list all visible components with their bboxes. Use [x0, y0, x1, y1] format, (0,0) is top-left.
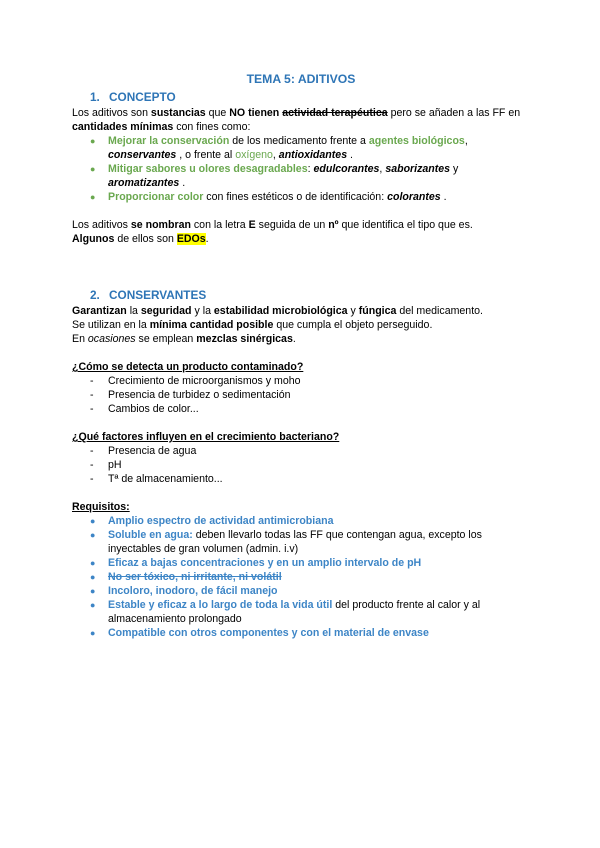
bullet-icon: ●	[90, 558, 96, 568]
bullet-icon: ●	[90, 586, 96, 596]
bullet-icon: ●	[90, 530, 96, 540]
requirements-list	[72, 514, 530, 640]
question-contaminated-heading: ¿Cómo se detecta un producto contaminado?	[72, 361, 304, 373]
bullet-icon: ●	[90, 192, 96, 202]
section-number: 2.	[90, 288, 100, 302]
dash-marker: -	[90, 403, 94, 415]
list-item: ● No ser tóxico, ni irritante, ni volátil	[90, 571, 282, 583]
list-item: ● Proporcionar color con fines estéticos o de identificación: colorantes .	[90, 191, 447, 203]
aditivos-edos-paragraph: Algunos de ellos son EDOs.	[72, 233, 209, 245]
dash-marker: -	[90, 389, 94, 401]
bullet-icon: ●	[90, 136, 96, 146]
list-item: ● Amplio espectro de actividad antimicrobiana	[90, 515, 334, 527]
list-item: - Crecimiento de microorganismos y moho	[90, 375, 301, 387]
contamination-signs-list	[72, 374, 530, 416]
bullet-icon: ●	[90, 600, 96, 610]
document-title: TEMA 5: ADITIVOS	[246, 72, 356, 86]
conservantes-paragraph-3: En ocasiones se emplean mezclas sinérgicas.	[72, 333, 296, 345]
question-factors-heading: ¿Qué factores influyen en el crecimiento bacteriano?	[72, 431, 340, 443]
section-number: 1.	[90, 90, 100, 104]
list-item: - Tª de almacenamiento...	[90, 473, 223, 485]
conservantes-paragraph-1: Garantizan la seguridad y la estabilidad microbiológica y fúngica del medicamento.	[72, 305, 483, 317]
list-item: - Presencia de turbidez o sedimentación	[90, 389, 291, 401]
section-title: CONCEPTO	[109, 90, 176, 104]
requirements-heading: Requisitos:	[72, 501, 130, 513]
list-item: - Cambios de color...	[90, 403, 199, 415]
dash-marker: -	[90, 375, 94, 387]
bullet-icon: ●	[90, 516, 96, 526]
document-page	[72, 72, 530, 640]
edos-highlight: EDOs	[176, 233, 206, 245]
section-title: CONSERVANTES	[109, 288, 207, 302]
list-item: ● Compatible con otros componentes y con el material de envase	[90, 627, 429, 639]
list-item: - pH	[90, 459, 122, 471]
section-heading-conservantes	[72, 288, 530, 303]
growth-factors-list	[72, 444, 530, 486]
dash-marker: -	[90, 445, 94, 457]
bullet-icon: ●	[90, 572, 96, 582]
list-item: ● Eficaz a bajas concentraciones y en un amplio intervalo de pH	[90, 557, 422, 569]
list-item: ● Soluble en agua: deben llevarlo todas las FF que contengan agua, excepto los inyectables de gran volumen (admin. i.v)	[90, 529, 482, 555]
bullet-icon: ●	[90, 628, 96, 638]
list-item: ● Mitigar sabores u olores desagradables: edulcorantes, saborizantes y aromatizantes .	[90, 163, 459, 189]
list-item: ● Incoloro, inodoro, de fácil manejo	[90, 585, 278, 597]
section-heading-concepto	[72, 90, 530, 105]
conservantes-paragraph-2: Se utilizan en la mínima cantidad posible que cumpla el objeto perseguido.	[72, 319, 433, 331]
concepto-intro: Los aditivos son sustancias que NO tienen actividad terapéutica pero se añaden a las FF en cantidades mínimas con fines como:	[72, 107, 521, 133]
dash-marker: -	[90, 473, 94, 485]
bullet-icon: ●	[90, 164, 96, 174]
dash-marker: -	[90, 459, 94, 471]
concepto-bullet-list	[72, 134, 530, 204]
list-item: - Presencia de agua	[90, 445, 197, 457]
aditivos-naming-paragraph: Los aditivos se nombran con la letra E seguida de un nº que identifica el tipo que es.	[72, 219, 473, 231]
list-item: ● Estable y eficaz a lo largo de toda la vida útil del producto frente al calor y al almacenamiento prolongado	[90, 599, 481, 625]
list-item: ● Mejorar la conservación de los medicamento frente a agentes biológicos, conservantes , o frente al oxígeno, antioxidantes .	[90, 135, 468, 161]
